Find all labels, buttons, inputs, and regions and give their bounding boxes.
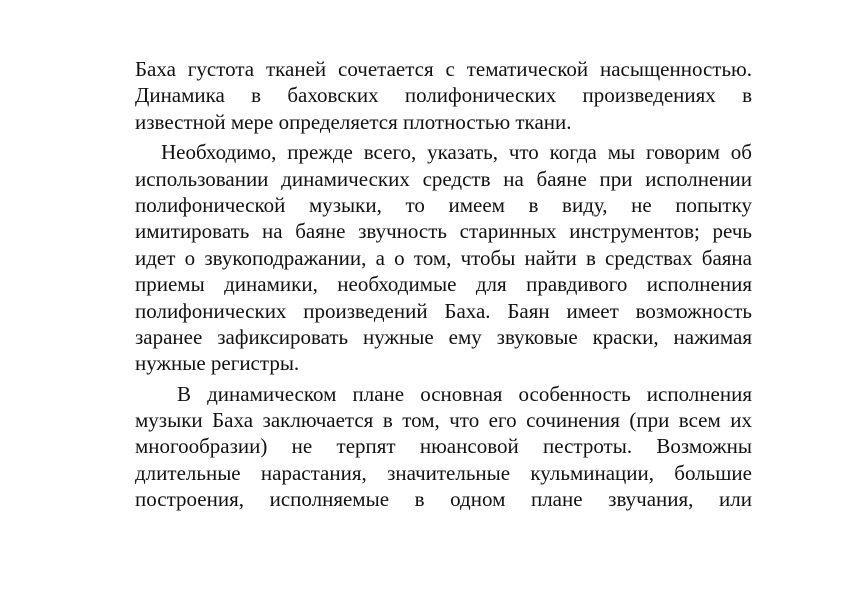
text-line: имитировать на баяне звучность старинных инструментов; речь (135, 219, 752, 244)
text-line: приемы динамики, необходимые для правдивого исполнения (135, 272, 752, 297)
text-line: идет о звукоподражании, а о том, чтобы найти в средствах баяна (135, 245, 752, 270)
text-line: Необходимо, прежде всего, указать, что когда мы говорим об (161, 140, 752, 165)
text-line: использовании динамических средств на баяне при исполнении (135, 166, 752, 191)
paragraph (135, 56, 752, 135)
paragraph (135, 139, 752, 377)
text-line: Баха густота тканей сочетается с тематической насыщенностью. (135, 57, 752, 81)
text-line: полифонических произведений Баха. Баян имеет возможность (135, 298, 752, 323)
text-body (135, 56, 752, 513)
text-line: заранее зафиксировать нужные ему звуковые краски, нажимая (135, 324, 752, 349)
text-line: многообразии) не терпят нюансовой пестроты. Возможны (135, 434, 752, 459)
text-line: В динамическом плане основная особенность исполнения (177, 381, 752, 406)
text-line: известной мере определяется плотностью ткани. (135, 109, 572, 134)
text-line: Динамика в баховских полифонических произведениях в (135, 83, 752, 108)
text-line: полифонической музыки, то имеем в виду, не попытку (135, 192, 752, 217)
text-line: нужные регистры. (135, 351, 300, 376)
text-line: музыки Баха заключается в том, что его сочинения (при всем их (135, 408, 752, 433)
paragraph (135, 381, 752, 513)
text-line: длительные нарастания, значительные кульминации, большие (135, 460, 752, 485)
text-line: построения, исполняемые в одном плане звучания, или (135, 487, 752, 512)
